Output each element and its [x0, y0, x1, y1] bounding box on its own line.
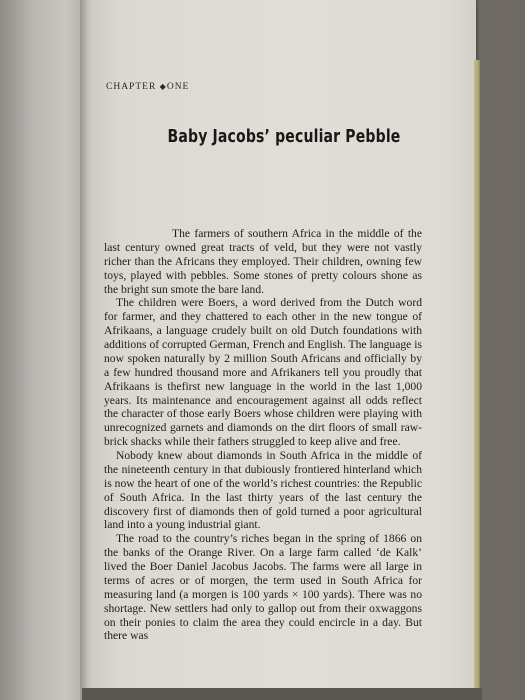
- paragraph-3: Nobody knew about diamonds in South Africa in the middle of the nineteenth century in that dubiously frontiered hinterland which is now the heart of one of the world’s richest countries: the Republic of South Africa. In the last thirty years of the last century the discovery first of diamonds then of gold turned a poor agricultural land into a young industrial giant.: [104, 449, 422, 532]
- paragraph-1: The farmers of southern Africa in the middle of the last century owned great tracts of veld, but they were not vastly richer than the Africans they employed. Their children, owning few toys, played with pebbles. Some stones of pretty colours shone as the bright sun smote the bare land.: [104, 227, 422, 296]
- diamond-ornament-icon: ◆: [159, 82, 167, 91]
- paragraph-4: The road to the country’s riches began in the spring of 1866 on the banks of the Orange River. On a large farm called ‘de Kalk’ lived the Boer Daniel Jacobus Jacobs. The farms were all large in terms of acres or of morgen, the term used in South Africa for measuring land (a morgen is 100 yards × 100 yards). There was no shortage. New settlers had only to gallop out from their oxwaggons on their ponies to claim the area they could encircle in a day. But there was: [104, 532, 422, 643]
- chapter-label: CHAPTER: [106, 82, 157, 92]
- previous-page: [0, 0, 83, 700]
- chapter-number: ONE: [166, 82, 190, 92]
- paragraph-2: The children were Boers, a word derived from the Dutch word for farmer, and they chattered to each other in the new tongue of Afrikaans, a language crudely built on old Dutch foundations with additions of corrupted German, French and English. The language is now spoken naturally by 2 million South Africans and officially by a few hundred thousand more and Afrikaners tell you proudly that Afrikaans is thefirst new language in the world in the last 1,000 years. Its maintenance and encouragement against all odds reflect the character of those early Boers whose children were playing with unrecognized garnets and diamonds on the dirt floors of small raw-brick shacks while their fathers struggled to keep alive and free.: [104, 296, 422, 449]
- body-text: [104, 227, 422, 643]
- chapter-heading: [106, 82, 189, 92]
- page-edge: [474, 60, 480, 690]
- bottom-shadow: [82, 688, 482, 700]
- chapter-title: Baby Jacobs’ peculiar Pebble: [167, 126, 401, 147]
